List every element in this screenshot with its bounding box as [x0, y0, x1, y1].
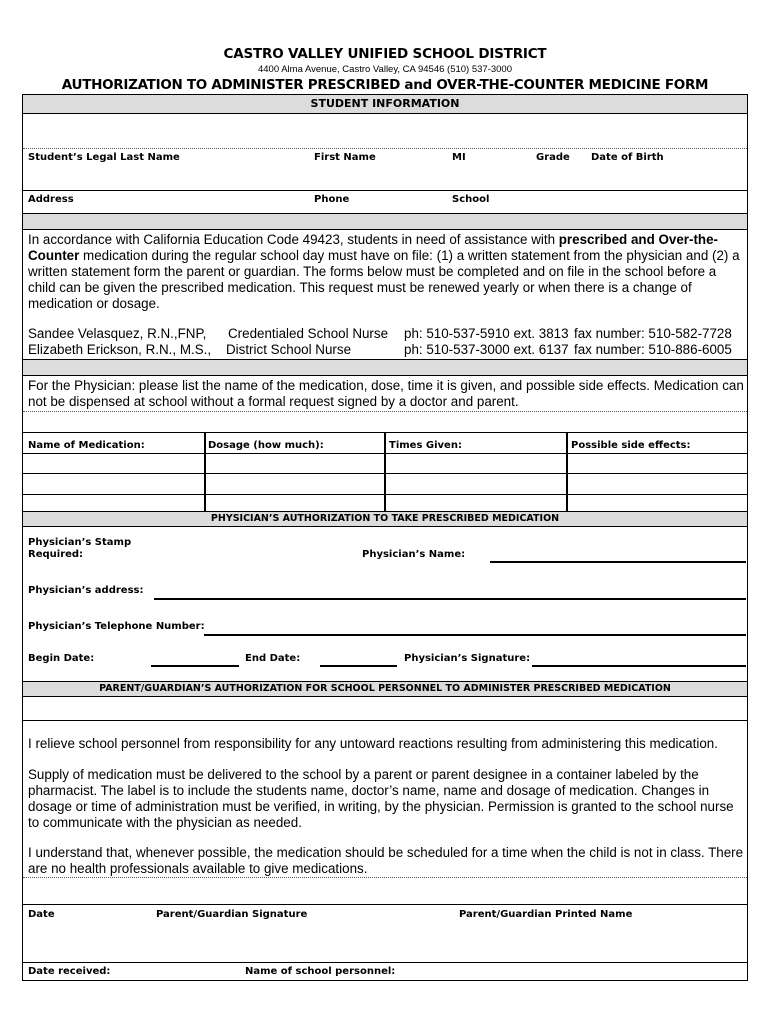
physician-auth-header — [22, 511, 748, 527]
label-begin-date: Begin Date: — [28, 653, 95, 664]
parent-paragraph-2: Supply of medication must be delivered to the school by a parent or parent designee in a container labeled by the pharmacist. The label is to include the students name, doctor’s name, name and dosage of medication. Changes in dosage or time of administration must be verified, in writing, by the physician. Permission is granted to the school nurse to communicate with the physician as needed. — [28, 767, 734, 830]
end-date-field[interactable] — [320, 665, 397, 667]
parent-auth-header — [22, 681, 748, 697]
label-parent-printed-name: Parent/Guardian Printed Name — [459, 909, 633, 920]
parent-paragraph-1: I relieve school personnel from responsibility for any untoward reactions resulting from administering this medication. — [28, 736, 718, 751]
label-grade: Grade — [536, 152, 570, 163]
label-physician-address: Physician’s address: — [28, 585, 144, 596]
divider-bar-2 — [22, 359, 748, 376]
physician-phone-field[interactable] — [204, 634, 746, 636]
medication-row-1[interactable] — [23, 454, 747, 473]
intro-paragraph: In accordance with California Education Code 49423, students in need of assistance with prescribed and Over-the-Counter medication during the regular school day must have on file: (1) a written statement from the physician and (2) a written statement form the parent or guardian. The forms below must be completed and on file in the school before a child can be given the prescribed medication. This request must be renewed yearly or when there is a change of medication or dosage. — [28, 232, 740, 311]
label-physician-stamp: Physician’s Stamp — [28, 537, 132, 548]
student-name-input-area[interactable] — [23, 115, 747, 148]
physician-name-field[interactable] — [490, 561, 746, 563]
physician-signature-field[interactable] — [532, 665, 746, 667]
district-address: 4400 Alma Avenue, Castro Valley, CA 94546 (510) 537-3000 — [257, 64, 513, 75]
district-title: CASTRO VALLEY UNIFIED SCHOOL DISTRICT — [223, 46, 547, 62]
label-school: School — [452, 194, 490, 205]
parent-signature-area[interactable] — [23, 922, 747, 962]
label-physician-phone: Physician’s Telephone Number: — [28, 621, 205, 632]
label-date-received: Date received: — [28, 966, 111, 977]
student-info-title: STUDENT INFORMATION — [310, 97, 460, 110]
parent-paragraph-3: I understand that, whenever possible, the medication should be scheduled for a time when the child is not in class. There are no health professionals available to give medications. — [28, 845, 744, 876]
nurse-phone-1: ph: 510-537-5910 ext. 3813 — [404, 326, 569, 341]
label-date: Date — [28, 909, 55, 920]
nurse-fax-1: fax number: 510-582-7728 — [574, 326, 732, 341]
parent-auth-title: PARENT/GUARDIAN’S AUTHORIZATION FOR SCHOOL PERSONNEL TO ADMINISTER PRESCRIBED MEDICATION — [99, 683, 671, 694]
form-title: AUTHORIZATION TO ADMINISTER PRESCRIBED and OVER-THE-COUNTER MEDICINE FORM — [61, 77, 709, 93]
nurse-phone-2: ph: 510-537-3000 ext. 6137 — [404, 342, 569, 357]
nurse-name-2: Elizabeth Erickson, R.N., M.S., — [28, 342, 212, 357]
nurse-fax-2: fax number: 510-886-6005 — [574, 342, 732, 357]
label-end-date: End Date: — [245, 653, 301, 664]
physician-instructions: For the Physician: please list the name of the medication, dose, time it is given, and possible side effects. Medication can not be dispensed at school without a formal request signed by a doctor and parent. — [28, 378, 744, 409]
label-first-name: First Name — [314, 152, 376, 163]
divider-bar — [22, 213, 748, 230]
student-info-header — [22, 94, 748, 114]
header-medication-name: Name of Medication: — [28, 440, 145, 451]
begin-date-field[interactable] — [151, 665, 239, 667]
nurse-name-1: Sandee Velasquez, R.N.,FNP, — [28, 326, 207, 341]
label-school-personnel: Name of school personnel: — [245, 966, 396, 977]
label-parent-signature: Parent/Guardian Signature — [156, 909, 308, 920]
label-mi: MI — [452, 152, 466, 163]
physician-address-field[interactable] — [154, 598, 746, 600]
nurse-role-2: District School Nurse — [226, 342, 352, 357]
label-physician-name: Physician’s Name: — [362, 549, 466, 560]
label-date-of-birth: Date of Birth — [591, 152, 664, 163]
label-address: Address — [28, 194, 74, 205]
label-last-name: Student’s Legal Last Name — [28, 152, 180, 163]
label-stamp-required: Required: — [28, 549, 84, 560]
header-dosage: Dosage (how much): — [208, 440, 324, 451]
physician-auth-title: PHYSICIAN’S AUTHORIZATION TO TAKE PRESCRIBED MEDICATION — [210, 513, 560, 524]
header-side-effects: Possible side effects: — [571, 440, 691, 451]
medication-row-3[interactable] — [23, 495, 747, 511]
header-times-given: Times Given: — [389, 440, 462, 451]
medication-row-2[interactable] — [23, 474, 747, 494]
student-address-input-area[interactable] — [23, 167, 747, 190]
label-physician-signature: Physician’s Signature: — [404, 653, 531, 664]
label-phone: Phone — [314, 194, 350, 205]
nurse-role-1: Credentialed School Nurse — [228, 326, 389, 341]
